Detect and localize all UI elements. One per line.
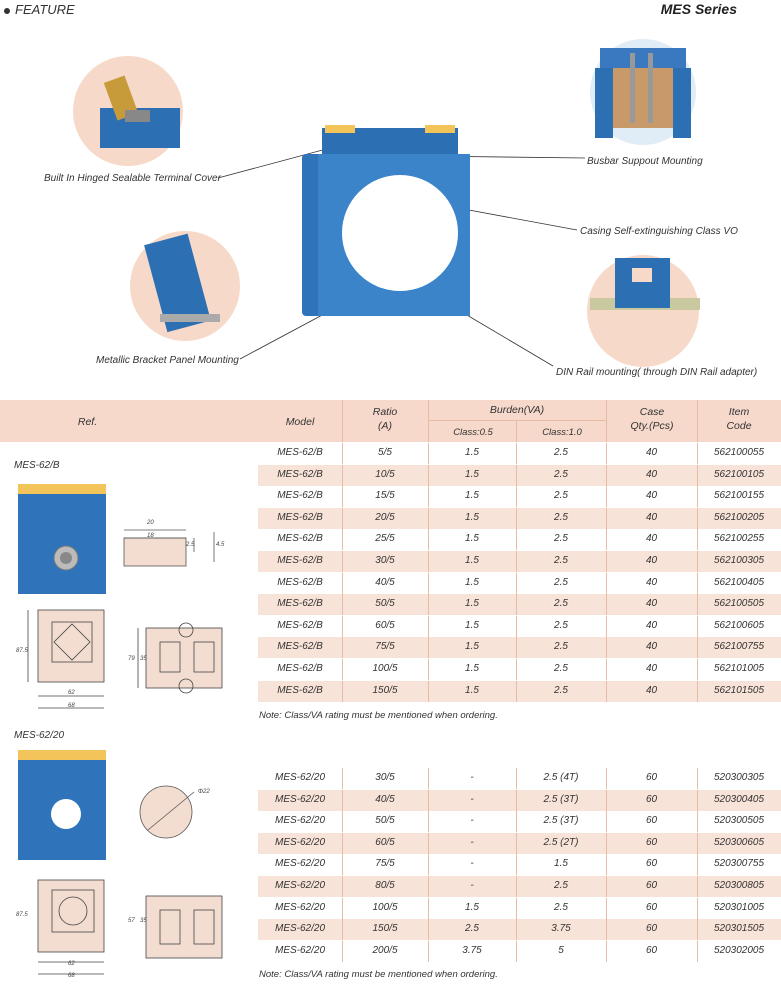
callout-busbar: Busbar Suppout Mounting	[587, 156, 703, 167]
table-cell: MES-62/20	[274, 923, 326, 935]
dim-18: 18	[147, 533, 154, 539]
table-cell: MES-62/B	[277, 576, 323, 588]
table-cell: 1.5	[465, 511, 479, 523]
table-cell: 200/5	[372, 944, 398, 956]
table-cell: 150/5	[372, 684, 398, 696]
table-cell: 5/5	[378, 447, 392, 458]
table-row	[258, 681, 781, 702]
table-cell: 60	[645, 880, 658, 891]
table-cell: 40	[645, 684, 658, 696]
table-cell: -	[470, 836, 474, 848]
table-cell: 1.5	[554, 858, 568, 870]
table-cell: 100/5	[372, 901, 398, 913]
table-cell: MES-62/20	[274, 901, 326, 913]
table-cell: 562100105	[713, 468, 765, 480]
table-cell: 520300505	[713, 815, 765, 827]
table-cell: 2.5	[554, 663, 568, 674]
table-cell: 40	[645, 576, 658, 588]
table-cell: 520302005	[713, 944, 765, 956]
table-cell: MES-62/B	[277, 641, 323, 653]
table-cell: 520300405	[713, 793, 765, 805]
table-cell: MES-62/B	[277, 533, 323, 545]
dim-62-20: 62	[68, 961, 75, 967]
table-cell: 40	[645, 490, 658, 502]
table-cell: 2.5 (3T)	[543, 815, 579, 827]
feature-illustration	[0, 18, 781, 398]
table-cell: 562100605	[713, 619, 765, 631]
table-cell: 75/5	[375, 641, 395, 653]
table-cell: 2.5	[554, 641, 568, 653]
table-cell: -	[470, 793, 474, 805]
table-row	[258, 637, 781, 658]
table-cell: MES-62/B	[277, 555, 323, 566]
table-cell: 2.5	[554, 619, 568, 631]
table-cell: 40	[645, 641, 658, 653]
table-row	[258, 833, 781, 854]
table-row	[258, 790, 781, 811]
table-cell: MES-62/B	[277, 490, 323, 502]
table-cell: 60	[645, 815, 658, 827]
header-qty: Qty.(Pcs)	[630, 420, 674, 432]
bracket-bubble	[130, 231, 240, 341]
header-item: Item	[728, 406, 750, 418]
table-cell: 562100155	[713, 490, 765, 502]
section-mes-62-20: MES-62/20	[14, 730, 65, 741]
table-cell: 1.5	[465, 641, 479, 653]
table-cell: 40	[645, 533, 658, 545]
note-mes-62-b: Note: Class/VA rating must be mentioned when ordering.	[259, 710, 498, 721]
table-cell: MES-62/20	[274, 815, 326, 827]
table-cell: 15/5	[375, 490, 395, 502]
table-cell: 50/5	[375, 815, 395, 827]
table-cell: 2.5	[554, 555, 568, 566]
table-row	[258, 594, 781, 615]
din-rail-bubble	[587, 255, 700, 367]
table-cell: 60	[645, 793, 658, 805]
table-cell: -	[470, 815, 474, 827]
table-cell: 2.5 (4T)	[543, 772, 579, 783]
table-cell: MES-62/B	[277, 619, 323, 631]
table-cell: 2.5	[554, 468, 568, 480]
table-row	[258, 941, 781, 962]
table-cell: MES-62/B	[277, 468, 323, 480]
table-cell: 150/5	[372, 923, 398, 935]
terminal-cover-bubble	[73, 56, 183, 166]
dim-phi-22: Φ22	[198, 789, 210, 795]
table-row	[258, 811, 781, 832]
note-mes-62-20: Note: Class/VA rating must be mentioned when ordering.	[259, 969, 498, 980]
bullet-icon	[4, 8, 10, 14]
callout-casing: Casing Self-extinguishing Class VO	[580, 226, 738, 237]
table-cell: 562100055	[713, 447, 765, 458]
table-cell: 1.5	[465, 663, 479, 674]
dim-20: 20	[147, 520, 154, 526]
table-row	[258, 465, 781, 486]
table-cell: 60	[645, 944, 658, 956]
dim-68-20: 68	[68, 973, 75, 979]
table-cell: 2.5	[554, 511, 568, 523]
table-cell: 30/5	[375, 772, 395, 783]
table-cell: 40	[645, 663, 658, 674]
table-cell: 1.5	[465, 533, 479, 545]
header-class05: Class:0.5	[453, 427, 493, 438]
dim-79: 79	[128, 656, 135, 662]
series-title: MES Series	[660, 1, 737, 17]
table-cell: 562100505	[713, 598, 765, 610]
table-cell: MES-62/20	[274, 858, 326, 870]
dim-2-5: 2.5	[186, 542, 195, 548]
table-cell: 2.5 (2T)	[543, 836, 579, 848]
table-row	[258, 508, 781, 529]
table-cell: 30/5	[375, 555, 395, 566]
table-cell: -	[470, 772, 474, 783]
table-cell: 2.5 (3T)	[543, 793, 579, 805]
callout-din-rail: DIN Rail mounting( through DIN Rail adapter)	[556, 367, 758, 378]
table-cell: 40/5	[375, 576, 395, 588]
table-cell: MES-62/B	[277, 511, 323, 523]
table-cell: 5	[558, 944, 564, 956]
dim-35-20: 35	[140, 918, 147, 924]
dim-68-b: 68	[68, 703, 75, 709]
table-row	[258, 876, 781, 897]
header-ratio-unit: (A)	[378, 420, 392, 432]
table-cell: 520300305	[713, 772, 765, 783]
table-cell: 520300605	[713, 836, 765, 848]
table-cell: 1.5	[465, 555, 479, 566]
table-cell: 40	[645, 468, 658, 480]
header-ratio: Ratio	[372, 406, 398, 418]
mes-62-b-drawings	[0, 470, 258, 720]
table-cell: 40	[645, 447, 658, 458]
table-cell: 1.5	[465, 468, 479, 480]
dim-35-b: 35	[140, 656, 147, 662]
header-case: Case	[639, 406, 665, 418]
header-ref: Ref.	[77, 416, 98, 428]
table-cell: 1.5	[465, 490, 479, 502]
table-cell: 562100755	[713, 641, 765, 653]
table-cell: 2.5	[554, 533, 568, 545]
table-row	[258, 551, 781, 572]
table-cell: 60	[645, 836, 658, 848]
table-cell: 25/5	[375, 533, 395, 545]
table-cell: 40/5	[375, 793, 395, 805]
busbar-bubble	[590, 39, 696, 145]
table-cell: 40	[645, 555, 658, 566]
table-row	[258, 529, 781, 550]
table-cell: 60/5	[375, 619, 395, 631]
table-cell: 60	[645, 772, 658, 783]
table-cell: MES-62/20	[274, 793, 326, 805]
table-cell: 40	[645, 598, 658, 610]
table-cell: 520300755	[713, 858, 765, 870]
table-cell: 520300805	[713, 880, 765, 891]
table-cell: -	[470, 858, 474, 870]
table-cell: 1.5	[465, 619, 479, 631]
dim-57: 57	[128, 918, 135, 924]
callout-terminal-cover: Built In Hinged Sealable Terminal Cover	[44, 173, 221, 184]
table-cell: 562100255	[713, 533, 765, 545]
feature-heading: FEATURE	[4, 2, 75, 17]
table-cell: MES-62/20	[274, 944, 326, 956]
table-cell: 80/5	[375, 880, 395, 891]
callout-bracket: Metallic Bracket Panel Mounting	[96, 355, 239, 366]
table-cell: 75/5	[375, 858, 395, 870]
table-cell: 3.75	[551, 923, 571, 935]
table-cell: 50/5	[375, 598, 395, 610]
table-cell: 520301505	[713, 923, 765, 935]
table-cell: MES-62/20	[274, 772, 326, 783]
table-row	[258, 854, 781, 875]
table-cell: 10/5	[375, 468, 395, 480]
table-cell: 562101505	[713, 684, 765, 696]
table-cell: 562100205	[713, 511, 765, 523]
table-cell: 60	[645, 858, 658, 870]
table-cell: 2.5	[465, 923, 479, 935]
table-cell: 60/5	[375, 836, 395, 848]
table-cell: MES-62/B	[277, 447, 323, 458]
table-cell: 1.5	[465, 684, 479, 696]
table-cell: 562100405	[713, 576, 765, 588]
table-row	[258, 486, 781, 507]
table-row	[258, 616, 781, 637]
table-cell: 40	[645, 511, 658, 523]
header-class10: Class:1.0	[542, 427, 582, 438]
dim-62-b: 62	[68, 690, 75, 696]
dim-87-5-b: 87.5	[16, 648, 28, 654]
table-cell: MES-62/B	[277, 684, 323, 696]
dim-4-5: 4.5	[216, 542, 225, 548]
table-cell: 2.5	[554, 447, 568, 458]
table-row	[258, 919, 781, 940]
table-cell: 1.5	[465, 598, 479, 610]
mes-62-20-drawings	[0, 740, 258, 980]
table-cell: 3.75	[462, 944, 482, 956]
dim-87-5-20: 87.5	[16, 912, 28, 918]
table-cell: 1.5	[465, 447, 479, 458]
table-cell: 2.5	[554, 901, 568, 913]
table-cell: 60	[645, 901, 658, 913]
table-cell: 40	[645, 619, 658, 631]
table-row	[258, 573, 781, 594]
table-cell: 2.5	[554, 598, 568, 610]
table-row	[258, 898, 781, 919]
header-code: Code	[726, 420, 752, 432]
table-cell: 1.5	[465, 576, 479, 588]
table-cell: 2.5	[554, 576, 568, 588]
table-row	[258, 659, 781, 680]
table-cell: 20/5	[375, 511, 395, 523]
header-model: Model	[285, 416, 315, 428]
current-transformer-main	[302, 125, 470, 316]
table-cell: 2.5	[554, 684, 568, 696]
table-cell: 60	[645, 923, 658, 935]
table-cell: MES-62/20	[274, 880, 326, 891]
table-cell: 562100305	[713, 555, 765, 566]
table-cell: MES-62/20	[274, 836, 326, 848]
table-cell: 520301005	[713, 901, 765, 913]
table-cell: 2.5	[554, 490, 568, 502]
table-cell: MES-62/B	[277, 598, 323, 610]
section-mes-62-b: MES-62/B	[14, 460, 60, 471]
table-cell: -	[470, 880, 474, 891]
table-row	[258, 768, 781, 789]
table-cell: 2.5	[554, 880, 568, 891]
table-cell: MES-62/B	[277, 663, 323, 674]
table-row	[258, 443, 781, 464]
table-cell: 562101005	[713, 663, 765, 674]
table-cell: 100/5	[372, 663, 398, 674]
table-cell: 1.5	[465, 901, 479, 913]
header-burden: Burden(VA)	[489, 404, 545, 416]
